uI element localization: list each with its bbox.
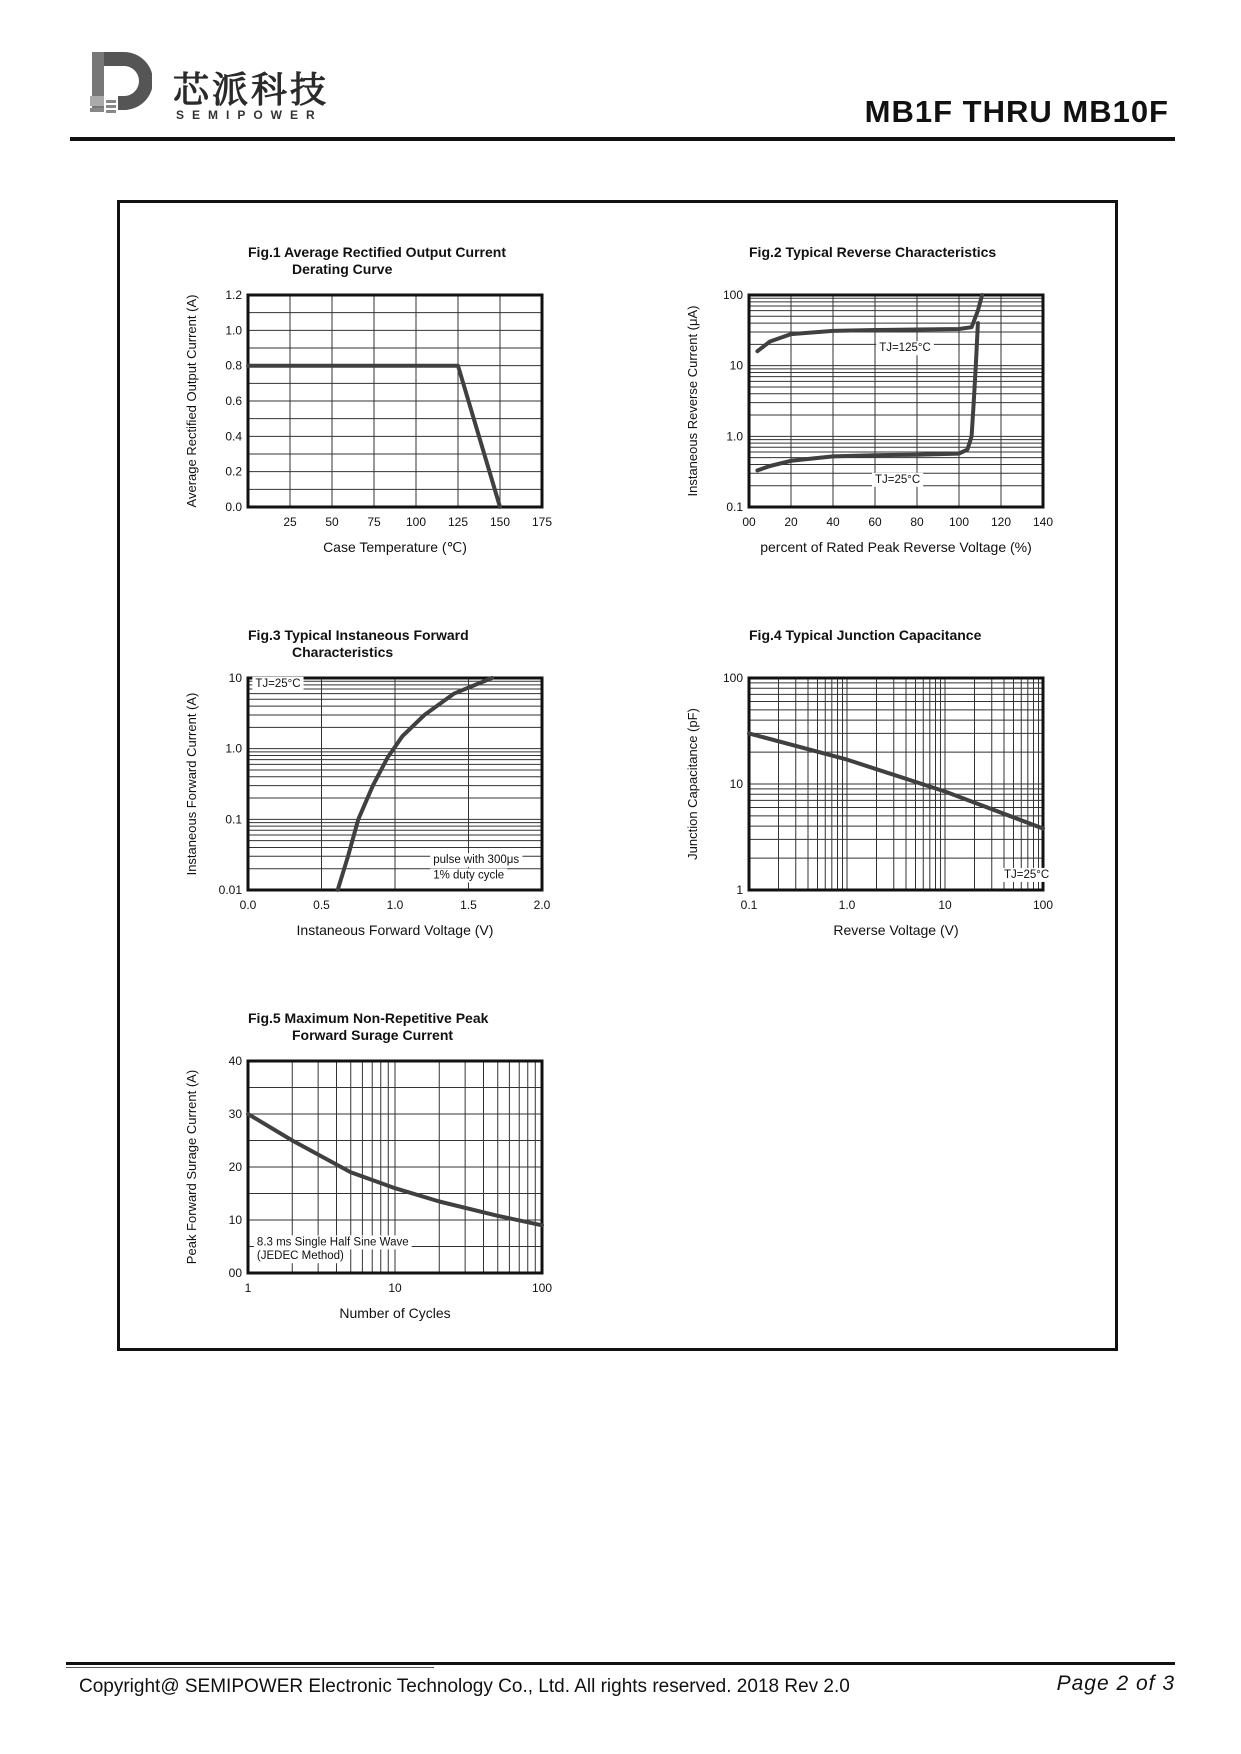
fig4-x-axis-label: Reverse Voltage (V) — [833, 922, 959, 938]
logo-english-name: SEMIPOWER — [176, 108, 323, 122]
fig4-title-line: Fig.4 Typical Junction Capacitance — [749, 627, 982, 643]
fig3-x-axis-label: Instaneous Forward Voltage (V) — [296, 922, 494, 938]
fig1-x-tick-label: 25 — [283, 515, 297, 529]
fig3-x-tick-label: 2.0 — [533, 898, 551, 912]
fig2-series-line-tj25c — [757, 323, 978, 470]
fig2-x-tick-label: 40 — [826, 515, 840, 529]
fig5-y-tick-label: 40 — [228, 1054, 242, 1068]
fig1-x-tick-label: 50 — [325, 515, 339, 529]
fig5-x-tick-label: 1 — [244, 1281, 252, 1295]
fig5-y-tick-label: 30 — [228, 1107, 242, 1121]
fig1-y-axis-label: Average Rectified Output Current (A) — [184, 294, 199, 508]
fig4-chart — [685, 627, 1053, 938]
fig2-annotation: TJ=25°C — [875, 473, 921, 486]
fig4-x-tick-label: 10 — [938, 898, 952, 912]
fig3-x-tick-label: 1.0 — [386, 898, 404, 912]
fig2-x-tick-label: 20 — [784, 515, 798, 529]
fig5-x-tick-label: 100 — [531, 1281, 553, 1295]
page-number: Page 2 of 3 — [1056, 1672, 1175, 1695]
fig3-y-axis-label: Instaneous Forward Current (A) — [184, 692, 199, 876]
fig3-annotation: pulse with 300μs — [433, 854, 520, 867]
fig3-y-tick-label: 10 — [228, 671, 242, 685]
fig2-y-axis-label: Instaneous Reverse Current (μA) — [685, 305, 700, 497]
fig2-x-tick-label: 80 — [910, 515, 924, 529]
fig4-x-tick-label: 0.1 — [740, 898, 758, 912]
fig2-x-tick-label: 120 — [990, 515, 1012, 529]
fig1-grid — [248, 295, 542, 507]
fig1-y-tick-label: 0.6 — [225, 394, 242, 408]
fig1-y-tick-label: 1.0 — [225, 323, 242, 338]
fig1-y-tick-label: 0.4 — [225, 429, 242, 444]
fig2-x-tick-label: 140 — [1032, 515, 1054, 529]
fig5-y-tick-label: 00 — [228, 1266, 242, 1280]
fig4-x-tick-label: 1.0 — [838, 898, 856, 912]
fig1-x-axis-label: Case Temperature (℃) — [323, 539, 467, 555]
logo-chinese-name: 芯派科技 — [173, 70, 330, 111]
fig1-y-tick-label: 0.2 — [225, 464, 242, 479]
fig3-annotation: TJ=25°C — [255, 677, 301, 690]
fig1-x-tick-label: 150 — [489, 515, 511, 529]
fig3-x-tick-label: 0.0 — [239, 898, 257, 912]
fig5-y-axis-label: Peak Forward Surage Current (A) — [184, 1069, 199, 1265]
fig3-y-tick-label: 0.1 — [225, 812, 242, 827]
fig3-chart — [184, 627, 551, 938]
fig2-x-tick-label: 60 — [868, 515, 882, 529]
footer-rule — [66, 1662, 1175, 1665]
fig3-y-tick-label: 0.01 — [218, 883, 242, 897]
fig2-y-tick-label: 100 — [722, 288, 743, 302]
fig2-annotation: TJ=125°C — [879, 342, 931, 355]
fig5-y-tick-label: 10 — [228, 1213, 242, 1227]
fig2-title-line: Fig.2 Typical Reverse Characteristics — [749, 244, 997, 260]
fig3-annotation: 1% duty cycle — [433, 869, 505, 882]
fig5-chart — [184, 1010, 552, 1321]
fig1-chart — [184, 244, 552, 555]
fig2-x-axis-label: percent of Rated Peak Reverse Voltage (%) — [760, 539, 1032, 555]
fig5-y-tick-label: 20 — [228, 1160, 242, 1174]
fig2-x-tick-label: 100 — [948, 515, 970, 529]
fig4-y-tick-label: 1 — [736, 883, 743, 897]
fig1-title-line: Derating Curve — [292, 261, 393, 277]
fig1-x-tick-label: 125 — [447, 515, 469, 529]
footer-rule-thin — [66, 1667, 434, 1668]
fig4-grid — [749, 678, 1043, 890]
fig5-x-tick-label: 10 — [388, 1281, 402, 1295]
fig1-x-tick-label: 100 — [405, 515, 427, 529]
fig2-y-tick-label: 10 — [729, 358, 743, 373]
fig4-y-tick-label: 10 — [729, 777, 743, 791]
fig3-title-line: Characteristics — [292, 644, 394, 660]
fig2-y-tick-label: 0.1 — [726, 500, 743, 514]
fig1-y-tick-label: 0.8 — [225, 358, 242, 373]
fig5-x-axis-label: Number of Cycles — [339, 1305, 451, 1321]
fig1-y-tick-label: 1.2 — [225, 288, 242, 302]
fig5-annotation: (JEDEC Method) — [256, 1250, 344, 1263]
fig3-title-line: Fig.3 Typical Instaneous Forward — [248, 627, 469, 643]
fig4-x-tick-label: 100 — [1032, 898, 1054, 912]
fig1-x-tick-label: 175 — [531, 515, 553, 529]
fig5-annotation: 8.3 ms Single Half Sine Wave — [256, 1236, 409, 1249]
fig1-title-line: Fig.1 Average Rectified Output Current — [248, 244, 506, 260]
fig5-title-line: Fig.5 Maximum Non-Repetitive Peak — [248, 1010, 489, 1026]
fig3-x-tick-label: 0.5 — [313, 898, 330, 912]
fig2-y-tick-label: 1.0 — [726, 429, 743, 444]
fig4-y-axis-label: Junction Capacitance (pF) — [685, 708, 700, 860]
fig3-x-tick-label: 1.5 — [460, 898, 477, 912]
fig1-y-tick-label: 0.0 — [225, 500, 242, 514]
fig2-chart — [685, 244, 1053, 555]
fig4-annotation: TJ=25°C — [1004, 868, 1050, 881]
fig4-series-line — [749, 733, 1043, 828]
document-title: MB1F THRU MB10F — [864, 94, 1169, 129]
footer-copyright: Copyright@ SEMIPOWER Electronic Technology Co., Ltd. All rights reserved. 2018 Rev 2.0 — [79, 1676, 850, 1697]
fig1-x-tick-label: 75 — [367, 515, 381, 529]
fig5-title-line: Forward Surage Current — [292, 1027, 454, 1043]
fig4-y-tick-label: 100 — [722, 671, 743, 685]
fig2-x-tick-label: 00 — [742, 515, 756, 529]
fig3-y-tick-label: 1.0 — [225, 741, 242, 756]
